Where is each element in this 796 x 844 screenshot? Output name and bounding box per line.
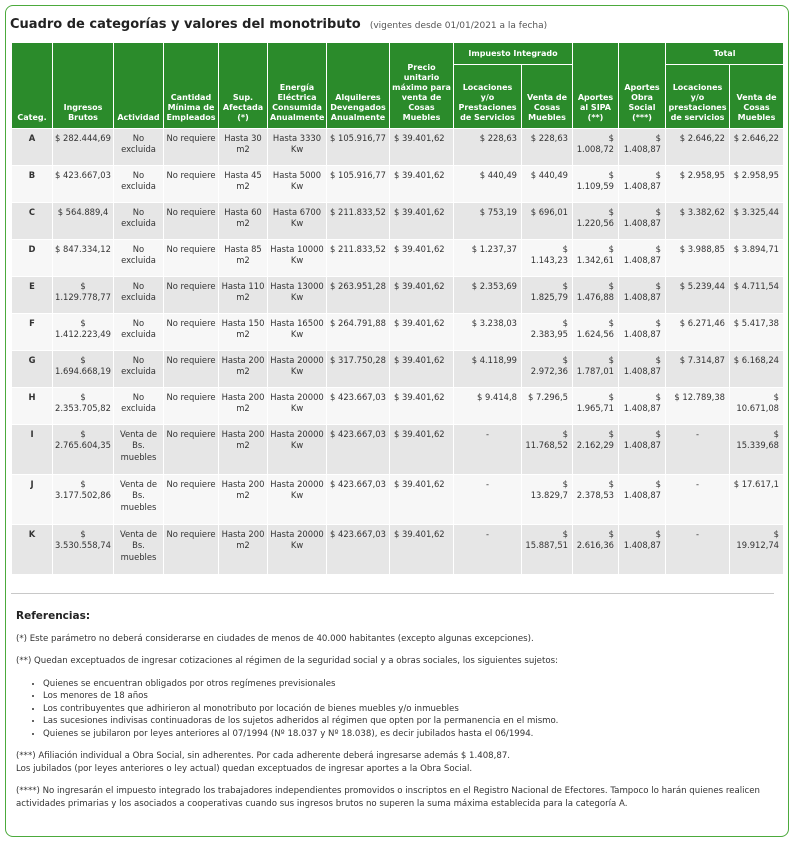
row-obra-social: $ 1.408,87 [619,525,666,575]
row-imp-venta: $ 2.972,36 [522,351,573,388]
row-ingresos: $ 3.177.502,86 [53,475,114,525]
row-empleados: No requiere [164,425,219,475]
row-superficie: Hasta 45 m2 [219,166,268,203]
row-obra-social: $ 1.408,87 [619,475,666,525]
row-category: B [12,166,53,203]
list-item: • Los menores de 18 años [43,690,776,703]
row-total-locaciones: - [666,425,730,475]
table-row [12,314,784,351]
row-precio: $ 39.401,62 [390,166,454,203]
row-energia: Hasta 6700 Kw [268,203,327,240]
header-total-venta: Venta de Cosas Muebles [730,65,784,129]
row-obra-social: $ 1.408,87 [619,314,666,351]
row-total-locaciones: $ 3.382,62 [666,203,730,240]
row-alquileres: $ 211.833,52 [327,203,390,240]
row-category: C [12,203,53,240]
row-superficie: Hasta 200 m2 [219,475,268,525]
reference-note-3a: (***) Afiliación individual a Obra Social, sin adherentes. Por cada adherente deberá ingresarse además $ 1.408,87. [16,751,511,761]
row-superficie: Hasta 85 m2 [219,240,268,277]
list-item: • Las sucesiones indivisas continuadoras de los sujetos adheridos al régimen que opten por la permanencia en el mismo. [43,715,776,728]
row-sipa: $ 1.476,88 [573,277,619,314]
exempt-list [16,678,776,741]
row-sipa: $ 1.220,56 [573,203,619,240]
header-empleados: Cantidad Mínima de Empleados [164,43,219,129]
table-row [12,129,784,166]
row-energia: Hasta 20000 Kw [268,475,327,525]
row-imp-venta: $ 696,01 [522,203,573,240]
row-superficie: Hasta 200 m2 [219,425,268,475]
row-superficie: Hasta 200 m2 [219,525,268,575]
row-energia: Hasta 20000 Kw [268,425,327,475]
row-actividad: No excluida [114,240,164,277]
row-total-venta: $ 4.711,54 [730,277,784,314]
reference-note-3b: Los jubilados (por leyes anteriores o ley actual) quedan exceptuados de ingresar aportes a la Obra Social. [16,763,473,774]
row-imp-locaciones: $ 3.238,03 [454,314,522,351]
header-actividad: Actividad [114,43,164,129]
row-sipa: $ 2.162,29 [573,425,619,475]
row-energia: Hasta 3330 Kw [268,129,327,166]
references-heading: Referencias: [16,610,91,622]
row-alquileres: $ 423.667,03 [327,388,390,425]
row-total-locaciones: $ 7.314,87 [666,351,730,388]
header-total-locaciones: Locaciones y/o prestaciones de servicios [666,65,730,129]
row-total-venta: $ 17.617,1 [730,475,784,525]
row-precio: $ 39.401,62 [390,425,454,475]
row-empleados: No requiere [164,129,219,166]
row-energia: Hasta 10000 Kw [268,240,327,277]
row-empleados: No requiere [164,351,219,388]
row-obra-social: $ 1.408,87 [619,240,666,277]
row-imp-venta: $ 2.383,95 [522,314,573,351]
row-sipa: $ 1.109,59 [573,166,619,203]
row-precio: $ 39.401,62 [390,351,454,388]
header-energia: Energía Eléctrica Consumida Anualmente [268,43,327,129]
row-energia: Hasta 20000 Kw [268,351,327,388]
row-sipa: $ 1.342,61 [573,240,619,277]
row-obra-social: $ 1.408,87 [619,351,666,388]
row-imp-locaciones: $ 440,49 [454,166,522,203]
row-empleados: No requiere [164,166,219,203]
table-row [12,475,784,525]
row-actividad: No excluida [114,203,164,240]
row-total-venta: $ 10.671,08 [730,388,784,425]
row-imp-locaciones: $ 4.118,99 [454,351,522,388]
row-actividad: No excluida [114,314,164,351]
row-superficie: Hasta 200 m2 [219,388,268,425]
header-ingresos: Ingresos Brutos [53,43,114,129]
row-obra-social: $ 1.408,87 [619,277,666,314]
row-category: G [12,351,53,388]
row-superficie: Hasta 200 m2 [219,351,268,388]
table-row [12,388,784,425]
row-superficie: Hasta 60 m2 [219,203,268,240]
row-alquileres: $ 423.667,03 [327,425,390,475]
row-obra-social: $ 1.408,87 [619,425,666,475]
title-main: Cuadro de categorías y valores del monotributo [10,17,361,32]
row-precio: $ 39.401,62 [390,240,454,277]
row-imp-locaciones: $ 228,63 [454,129,522,166]
row-energia: Hasta 20000 Kw [268,388,327,425]
row-imp-locaciones: - [454,525,522,575]
row-imp-venta: $ 13.829,7 [522,475,573,525]
row-category: J [12,475,53,525]
row-precio: $ 39.401,62 [390,277,454,314]
row-total-locaciones: - [666,475,730,525]
row-ingresos: $ 1.694.668,19 [53,351,114,388]
row-alquileres: $ 105.916,77 [327,129,390,166]
row-ingresos: $ 847.334,12 [53,240,114,277]
row-alquileres: $ 263.951,28 [327,277,390,314]
row-ingresos: $ 2.353.705,82 [53,388,114,425]
row-imp-venta: $ 1.825,79 [522,277,573,314]
row-ingresos: $ 1.412.223,49 [53,314,114,351]
list-item: • Quienes se encuentran obligados por otros regímenes previsionales [43,678,776,691]
row-sipa: $ 1.624,56 [573,314,619,351]
header-superficie: Sup. Afectada (*) [219,43,268,129]
header-impuesto-group: Impuesto Integrado [454,43,573,65]
reference-note-2: (**) Quedan exceptuados de ingresar cotizaciones al régimen de la seguridad social y a obras sociales, los siguientes sujetos: [16,656,558,666]
table-body [12,129,784,575]
row-category: A [12,129,53,166]
row-sipa: $ 2.616,36 [573,525,619,575]
row-obra-social: $ 1.408,87 [619,129,666,166]
row-alquileres: $ 264.791,88 [327,314,390,351]
row-category: E [12,277,53,314]
reference-note-4: (****) No ingresarán el impuesto integrado los trabajadores independientes promovidos o inscriptos en el Registro Nacional de Efectores. Tampoco lo harán quienes realicen actividades primarias y los asociados a cooperativas cuando sus ingresos brutos no superen la suma máxima establecida para la categoría A. [16,786,760,809]
row-total-locaciones: $ 2.646,22 [666,129,730,166]
header-precio: Precio unitario máximo para venta de Cosas Muebles [390,43,454,129]
row-total-venta: $ 6.168,24 [730,351,784,388]
row-obra-social: $ 1.408,87 [619,388,666,425]
row-ingresos: $ 1.129.778,77 [53,277,114,314]
table-row [12,203,784,240]
table-row [12,277,784,314]
row-category: K [12,525,53,575]
list-item: • Quienes se jubilaron por leyes anteriores al 07/1994 (Nº 18.037 y Nº 18.038), es decir jubilados hasta el 06/1994. [43,728,776,741]
references-section [16,610,776,820]
row-actividad: Venta de Bs. muebles [114,425,164,475]
header-alquileres: Alquileres Devengados Anualmente [327,43,390,129]
row-energia: Hasta 16500 Kw [268,314,327,351]
row-actividad: No excluida [114,351,164,388]
title-subtitle: (vigentes desde 01/01/2021 a la fecha) [369,21,548,31]
row-superficie: Hasta 150 m2 [219,314,268,351]
row-precio: $ 39.401,62 [390,314,454,351]
header-sipa: Aportes al SIPA (**) [573,43,619,129]
table-row [12,351,784,388]
row-total-venta: $ 3.325,44 [730,203,784,240]
row-actividad: No excluida [114,129,164,166]
row-total-locaciones: $ 6.271,46 [666,314,730,351]
page-title [10,13,547,32]
row-imp-locaciones: - [454,425,522,475]
row-total-venta: $ 2.958,95 [730,166,784,203]
table-row [12,425,784,475]
row-category: H [12,388,53,425]
row-energia: Hasta 13000 Kw [268,277,327,314]
row-empleados: No requiere [164,475,219,525]
row-category: D [12,240,53,277]
row-sipa: $ 1.965,71 [573,388,619,425]
row-alquileres: $ 423.667,03 [327,475,390,525]
row-imp-locaciones: $ 9.414,8 [454,388,522,425]
row-obra-social: $ 1.408,87 [619,166,666,203]
row-total-locaciones: $ 3.988,85 [666,240,730,277]
row-precio: $ 39.401,62 [390,203,454,240]
categories-table [11,42,784,575]
header-categ: Categ. [12,43,53,129]
row-alquileres: $ 423.667,03 [327,525,390,575]
row-total-venta: $ 2.646,22 [730,129,784,166]
row-precio: $ 39.401,62 [390,388,454,425]
row-actividad: Venta de Bs. muebles [114,525,164,575]
row-imp-venta: $ 7.296,5 [522,388,573,425]
list-item: • Los contribuyentes que adhirieron al monotributo por locación de bienes muebles y/o inmuebles [43,703,776,716]
row-actividad: Venta de Bs. muebles [114,475,164,525]
header-obra-social: Aportes Obra Social (***) [619,43,666,129]
row-ingresos: $ 2.765.604,35 [53,425,114,475]
row-total-locaciones: $ 12.789,38 [666,388,730,425]
row-alquileres: $ 317.750,28 [327,351,390,388]
divider [11,593,774,594]
row-sipa: $ 2.378,53 [573,475,619,525]
row-actividad: No excluida [114,388,164,425]
row-empleados: No requiere [164,388,219,425]
row-empleados: No requiere [164,277,219,314]
row-total-venta: $ 5.417,38 [730,314,784,351]
row-imp-venta: $ 11.768,52 [522,425,573,475]
row-superficie: Hasta 110 m2 [219,277,268,314]
row-total-locaciones: $ 5.239,44 [666,277,730,314]
row-ingresos: $ 282.444,69 [53,129,114,166]
row-precio: $ 39.401,62 [390,475,454,525]
row-sipa: $ 1.787,01 [573,351,619,388]
table-row [12,525,784,575]
row-alquileres: $ 105.916,77 [327,166,390,203]
row-imp-locaciones: $ 753,19 [454,203,522,240]
row-actividad: No excluida [114,166,164,203]
row-category: I [12,425,53,475]
row-alquileres: $ 211.833,52 [327,240,390,277]
row-ingresos: $ 423.667,03 [53,166,114,203]
row-empleados: No requiere [164,240,219,277]
row-actividad: No excluida [114,277,164,314]
row-imp-venta: $ 15.887,51 [522,525,573,575]
header-imp-locaciones: Locaciones y/o Prestaciones de Servicios [454,65,522,129]
table-row [12,166,784,203]
row-imp-locaciones: $ 1.237,37 [454,240,522,277]
header-total-group: Total [666,43,784,65]
row-ingresos: $ 564.889,4 [53,203,114,240]
row-precio: $ 39.401,62 [390,525,454,575]
row-superficie: Hasta 30 m2 [219,129,268,166]
table-row [12,240,784,277]
row-imp-venta: $ 228,63 [522,129,573,166]
row-precio: $ 39.401,62 [390,129,454,166]
header-imp-venta: Venta de Cosas Muebles [522,65,573,129]
row-total-locaciones: $ 2.958,95 [666,166,730,203]
row-total-locaciones: - [666,525,730,575]
row-sipa: $ 1.008,72 [573,129,619,166]
row-imp-locaciones: - [454,475,522,525]
row-ingresos: $ 3.530.558,74 [53,525,114,575]
row-energia: Hasta 20000 Kw [268,525,327,575]
row-empleados: No requiere [164,203,219,240]
reference-note-1: (*) Este parámetro no deberá considerarse en ciudades de menos de 40.000 habitantes (excepto algunas excepciones). [16,633,534,644]
row-energia: Hasta 5000 Kw [268,166,327,203]
row-total-venta: $ 19.912,74 [730,525,784,575]
row-empleados: No requiere [164,525,219,575]
row-imp-locaciones: $ 2.353,69 [454,277,522,314]
row-imp-venta: $ 440,49 [522,166,573,203]
row-imp-venta: $ 1.143,23 [522,240,573,277]
row-total-venta: $ 15.339,68 [730,425,784,475]
row-empleados: No requiere [164,314,219,351]
row-total-venta: $ 3.894,71 [730,240,784,277]
reference-note-3 [16,750,776,775]
row-obra-social: $ 1.408,87 [619,203,666,240]
row-category: F [12,314,53,351]
